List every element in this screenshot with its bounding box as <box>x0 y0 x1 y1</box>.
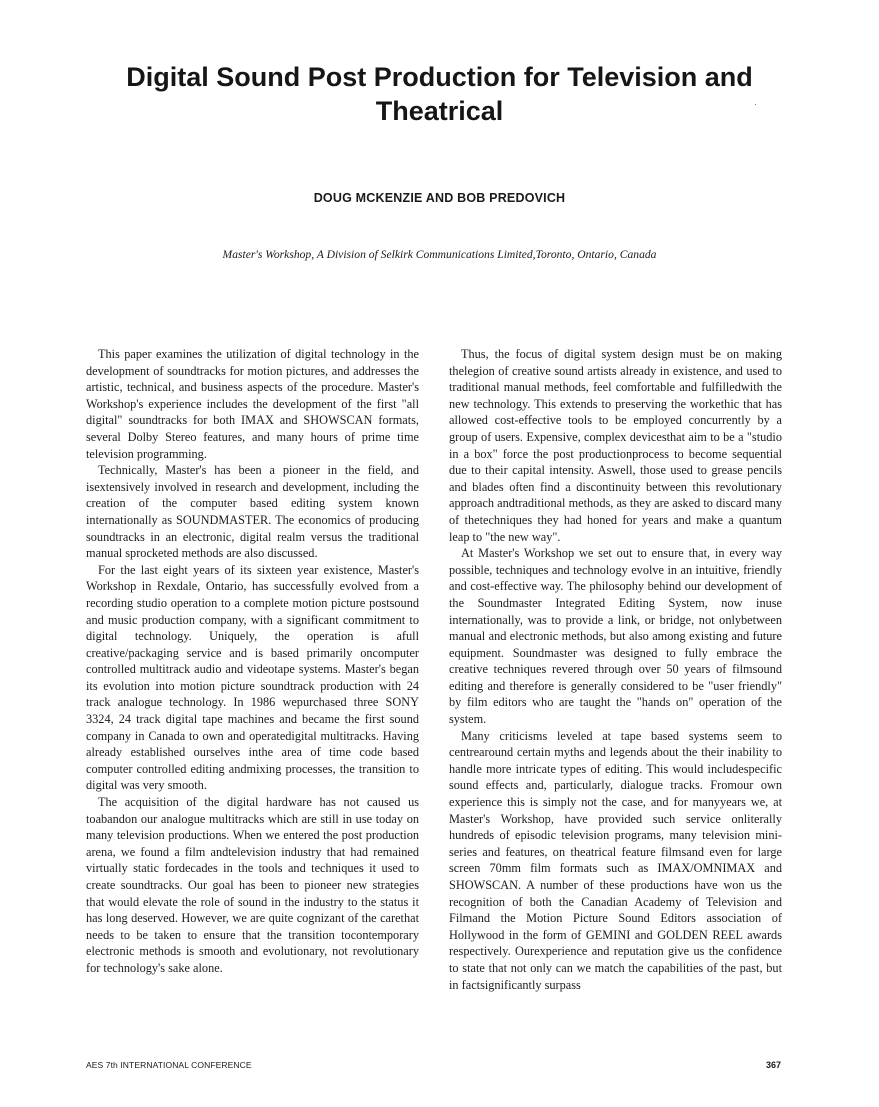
left-column <box>86 346 419 977</box>
page-number: 367 <box>765 1060 781 1070</box>
right-column <box>449 346 782 993</box>
paragraph: At Master's Workshop we set out to ensure that, in every way possible, techniques and technology evolve in an intuitive, friendly and cost-effective way. The philosophy behind our development of the Soundmaster Integrated Editing System, now inuse internationally, was to provide a link, or bridge, not onlybetween manual and electronic methods, but also among existing and future equipment. Soundmaster was designed to fully embrace the creative techniques revered through over 50 years of filmsound editing and therefore is generally considered to be "user friendly" by film editors who are taught the "hands on" operation of the system. <box>449 546 782 727</box>
author-line: DOUG MCKENZIE AND BOB PREDOVICH <box>313 191 566 205</box>
paragraph: This paper examines the utilization of digital technology in the development of soundtracks for motion pictures, and addresses the artistic, technical, and business aspects of the procedure. Master's Workshop's experience includes the development of the first "all digital" soundtracks for both IMAX and SHOWSCAN formats, several Dolby Stereo features, and many hours of prime time television programming. <box>86 347 419 461</box>
paper-title: Digital Sound Post Production for Television and Theatrical <box>126 62 753 126</box>
paragraph: Many criticisms leveled at tape based systems seem to centrearound certain myths and legends about the their inability to handle more intricate types of editing. This would includespecific sound effects and, particularly, dialogue tracks. Fromour own experience this is simply not the case, and for manyyears we, at Master's Workshop, have provided such service onliterally hundreds of episodic television programs, many television mini-series and features, on theatrical feature filmsand even for large screen 70mm film formats such as IMAX/OMNIMAX and SHOWSCAN. A number of these productions have won us the recognition of both the Canadian Academy of Television and Filmand the Motion Picture Sound Editors association of Hollywood in the form of GEMINI and GOLDEN REEL awards respectively. Ourexperience and reputation give us the confidence to state that not only can we match the capabilities of the past, but in factsignificantly surpass <box>449 728 782 992</box>
paragraph: Thus, the focus of digital system design must be on making thelegion of creative sound artists already in existence, and used to traditional manual methods, feel comfortable and fulfilledwith the new technology. This extends to preserving the workethic that has allowed cost-effective tools to be employed concurrently by a group of users. Expensive, complex devicesthat aim to be a "studio in a box" force the post productionprocess to become sequential due to their capital intensity. Aswell, those used to grease pencils and blades often find a discontinuity between this revolutionary approach andtraditional methods, as they are asked to discard many of thetechniques they had honed for years and make a quantum leap to "the new way". <box>449 347 782 544</box>
affiliation-line: Master's Workshop, A Division of Selkirk Communications Limited,Toronto, Ontario, Canada <box>222 248 657 261</box>
paragraph: Technically, Master's has been a pioneer in the field, and isextensively involved in research and development, including the creation of the computer based editing system known internationally as SOUNDMASTER. The economics of producing soundtracks in an electronic, digital realm versus the traditional manual sprocketed methods are also discussed. <box>86 463 419 561</box>
scan-speck <box>755 104 756 105</box>
paragraph: For the last eight years of its sixteen year existence, Master's Workshop in Rexdale, Ontario, has successfully evolved from a recording studio operation to a complete motion picture postsound and music production company, with a significant commitment to digital technology. Uniquely, the operation is afull creative/packaging service and is based primarily oncomputer controlled multitrack audio and videotape systems. Master's began its evolution into motion picture soundtrack production with 24 track analogue technology. In 1986 wepurchased three SONY 3324, 24 track digital tape machines and became the first sound company in Canada to own and operatedigital multitracks. Having already established ourselves inthe area of time code based computer controlled editing andmixing processes, the transition to digital was very smooth. <box>86 562 419 793</box>
paragraph: The acquisition of the digital hardware has not caused us toabandon our analogue multitracks which are still in use today on many television productions. When we entered the post production arena, we found a film andtelevision industry that had remained virtually static fordecades in the tools and techniques it used to create soundtracks. Our goal has been to pioneer new strategies that would elevate the role of sound in the industry to the status it has long deserved. However, we are quite cognizant of the carethat needs to be taken to ensure that the transition tocontemporary electronic methods is smooth and evolutionary, not revolutionary for technology's sake alone. <box>86 795 419 975</box>
conference-footer: AES 7th INTERNATIONAL CONFERENCE <box>86 1060 252 1070</box>
